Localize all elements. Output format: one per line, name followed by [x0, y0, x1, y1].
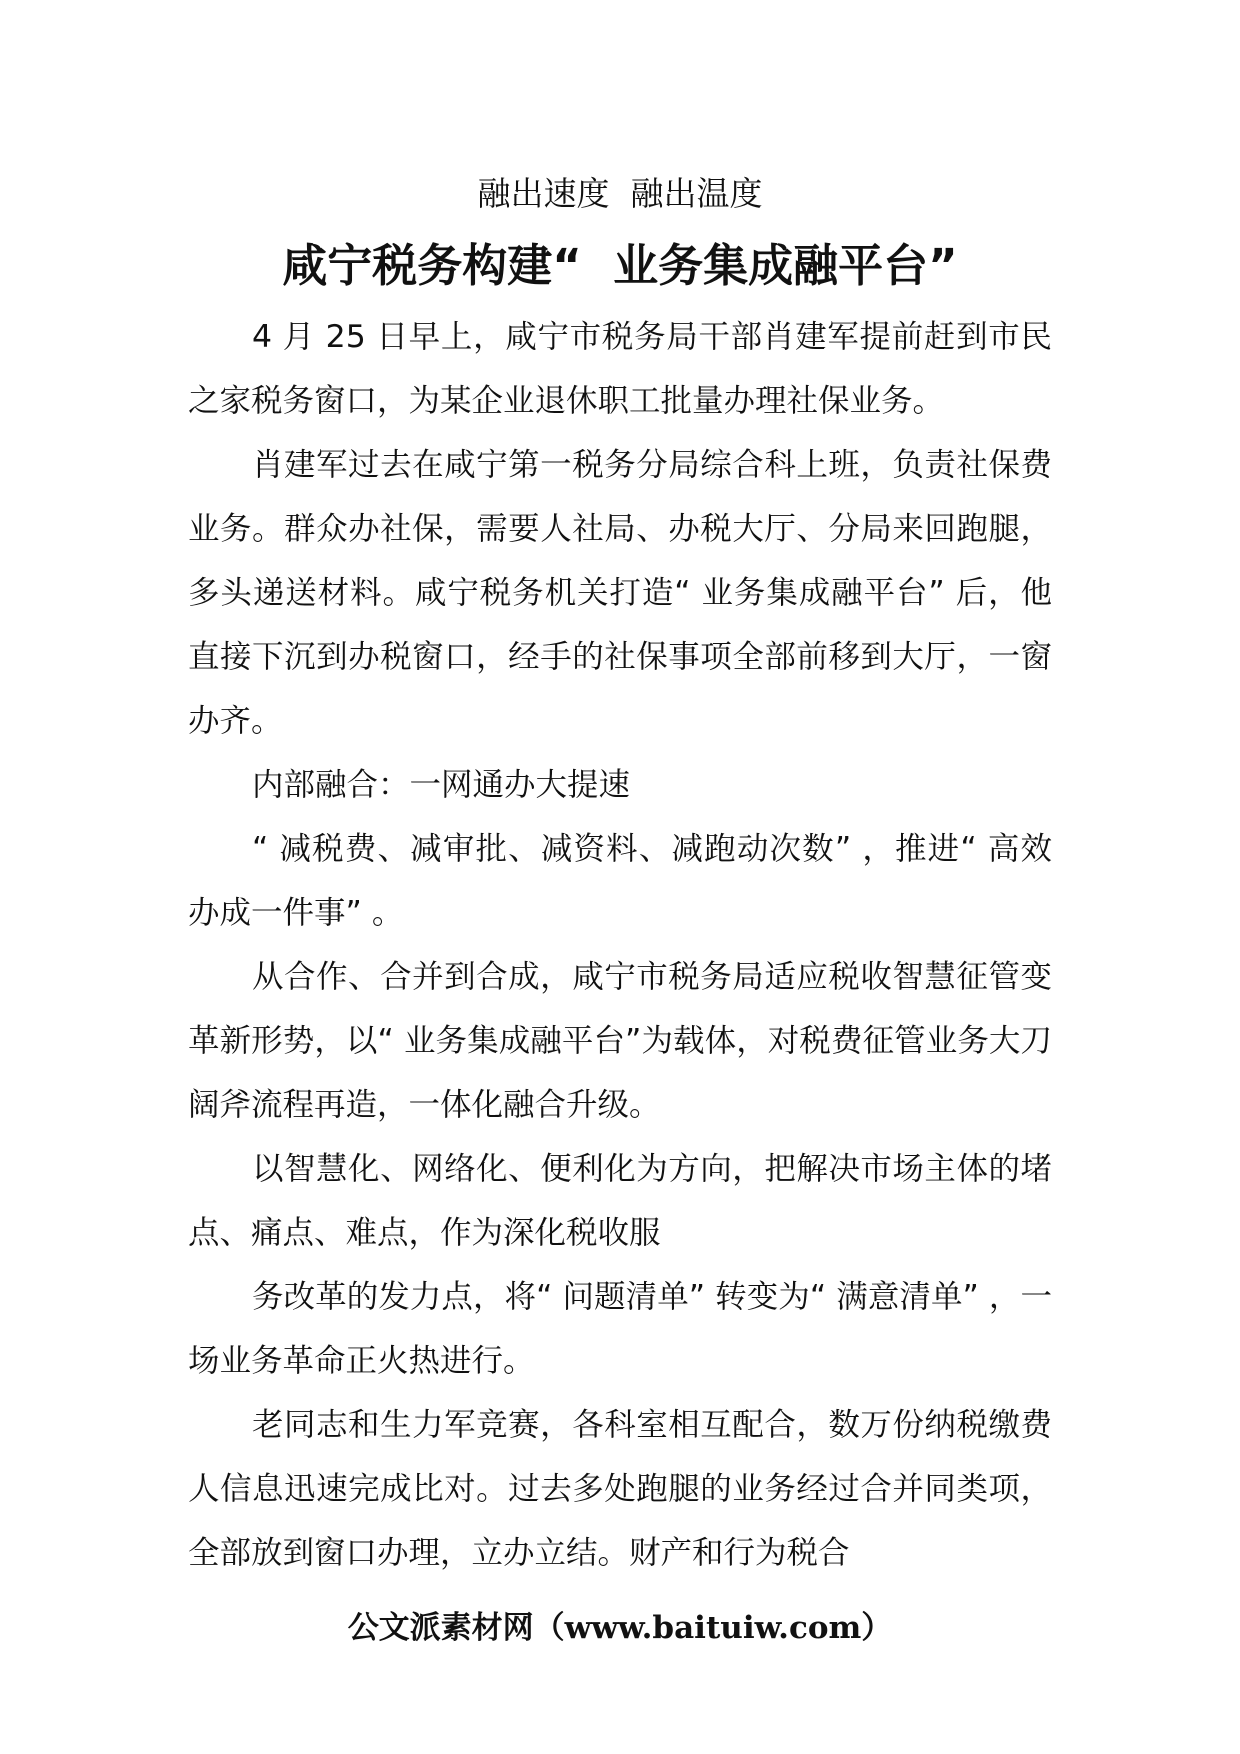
- paragraph: 4 月 25 日早上，咸宁市税务局干部肖建军提前赶到市民之家税务窗口，为某企业退休职工批量办理社保业务。: [188, 319, 1052, 419]
- paragraph: 以智慧化、网络化、便利化为方向，把解决市场主体的堵点、痛点、难点，作为深化税收服: [188, 1151, 1052, 1251]
- paragraph: 老同志和生力军竞赛，各科室相互配合，数万份纳税缴费人信息迅速完成比对。过去多处跑腿的业务经过合并同类项，全部放到窗口办理，立办立结。财产和行为税合: [188, 1407, 1052, 1571]
- document-body: [188, 305, 1052, 1585]
- document-subtitle: 融出速度 融出温度: [477, 174, 763, 213]
- paragraph: “ 减税费、减审批、减资料、减跑动次数” ，推进“ 高效办成一件事” 。: [188, 831, 1052, 931]
- paragraph: 务改革的发力点，将“ 问题清单” 转变为“ 满意清单” ，一场业务革命正火热进行。: [188, 1279, 1052, 1379]
- paragraph: 从合作、合并到合成，咸宁市税务局适应税收智慧征管变革新形势，以“ 业务集成融平台”为载体，对税费征管业务大刀阔斧流程再造，一体化融合升级。: [188, 959, 1052, 1123]
- paragraph: 肖建军过去在咸宁第一税务分局综合科上班，负责社保费业务。群众办社保，需要人社局、办税大厅、分局来回跑腿，多头递送材料。咸宁税务机关打造“ 业务集成融平台” 后，他直接下沉到办税窗口，经手的社保事项全部前移到大厅，一窗办齐。: [188, 447, 1052, 739]
- section-heading: 内部融合：一网通办大提速: [252, 767, 631, 803]
- document-title: 咸宁税务构建“ 业务集成融平台”: [282, 239, 958, 292]
- footer-watermark: 公文派素材网（www.baituiw.com）: [347, 1610, 893, 1646]
